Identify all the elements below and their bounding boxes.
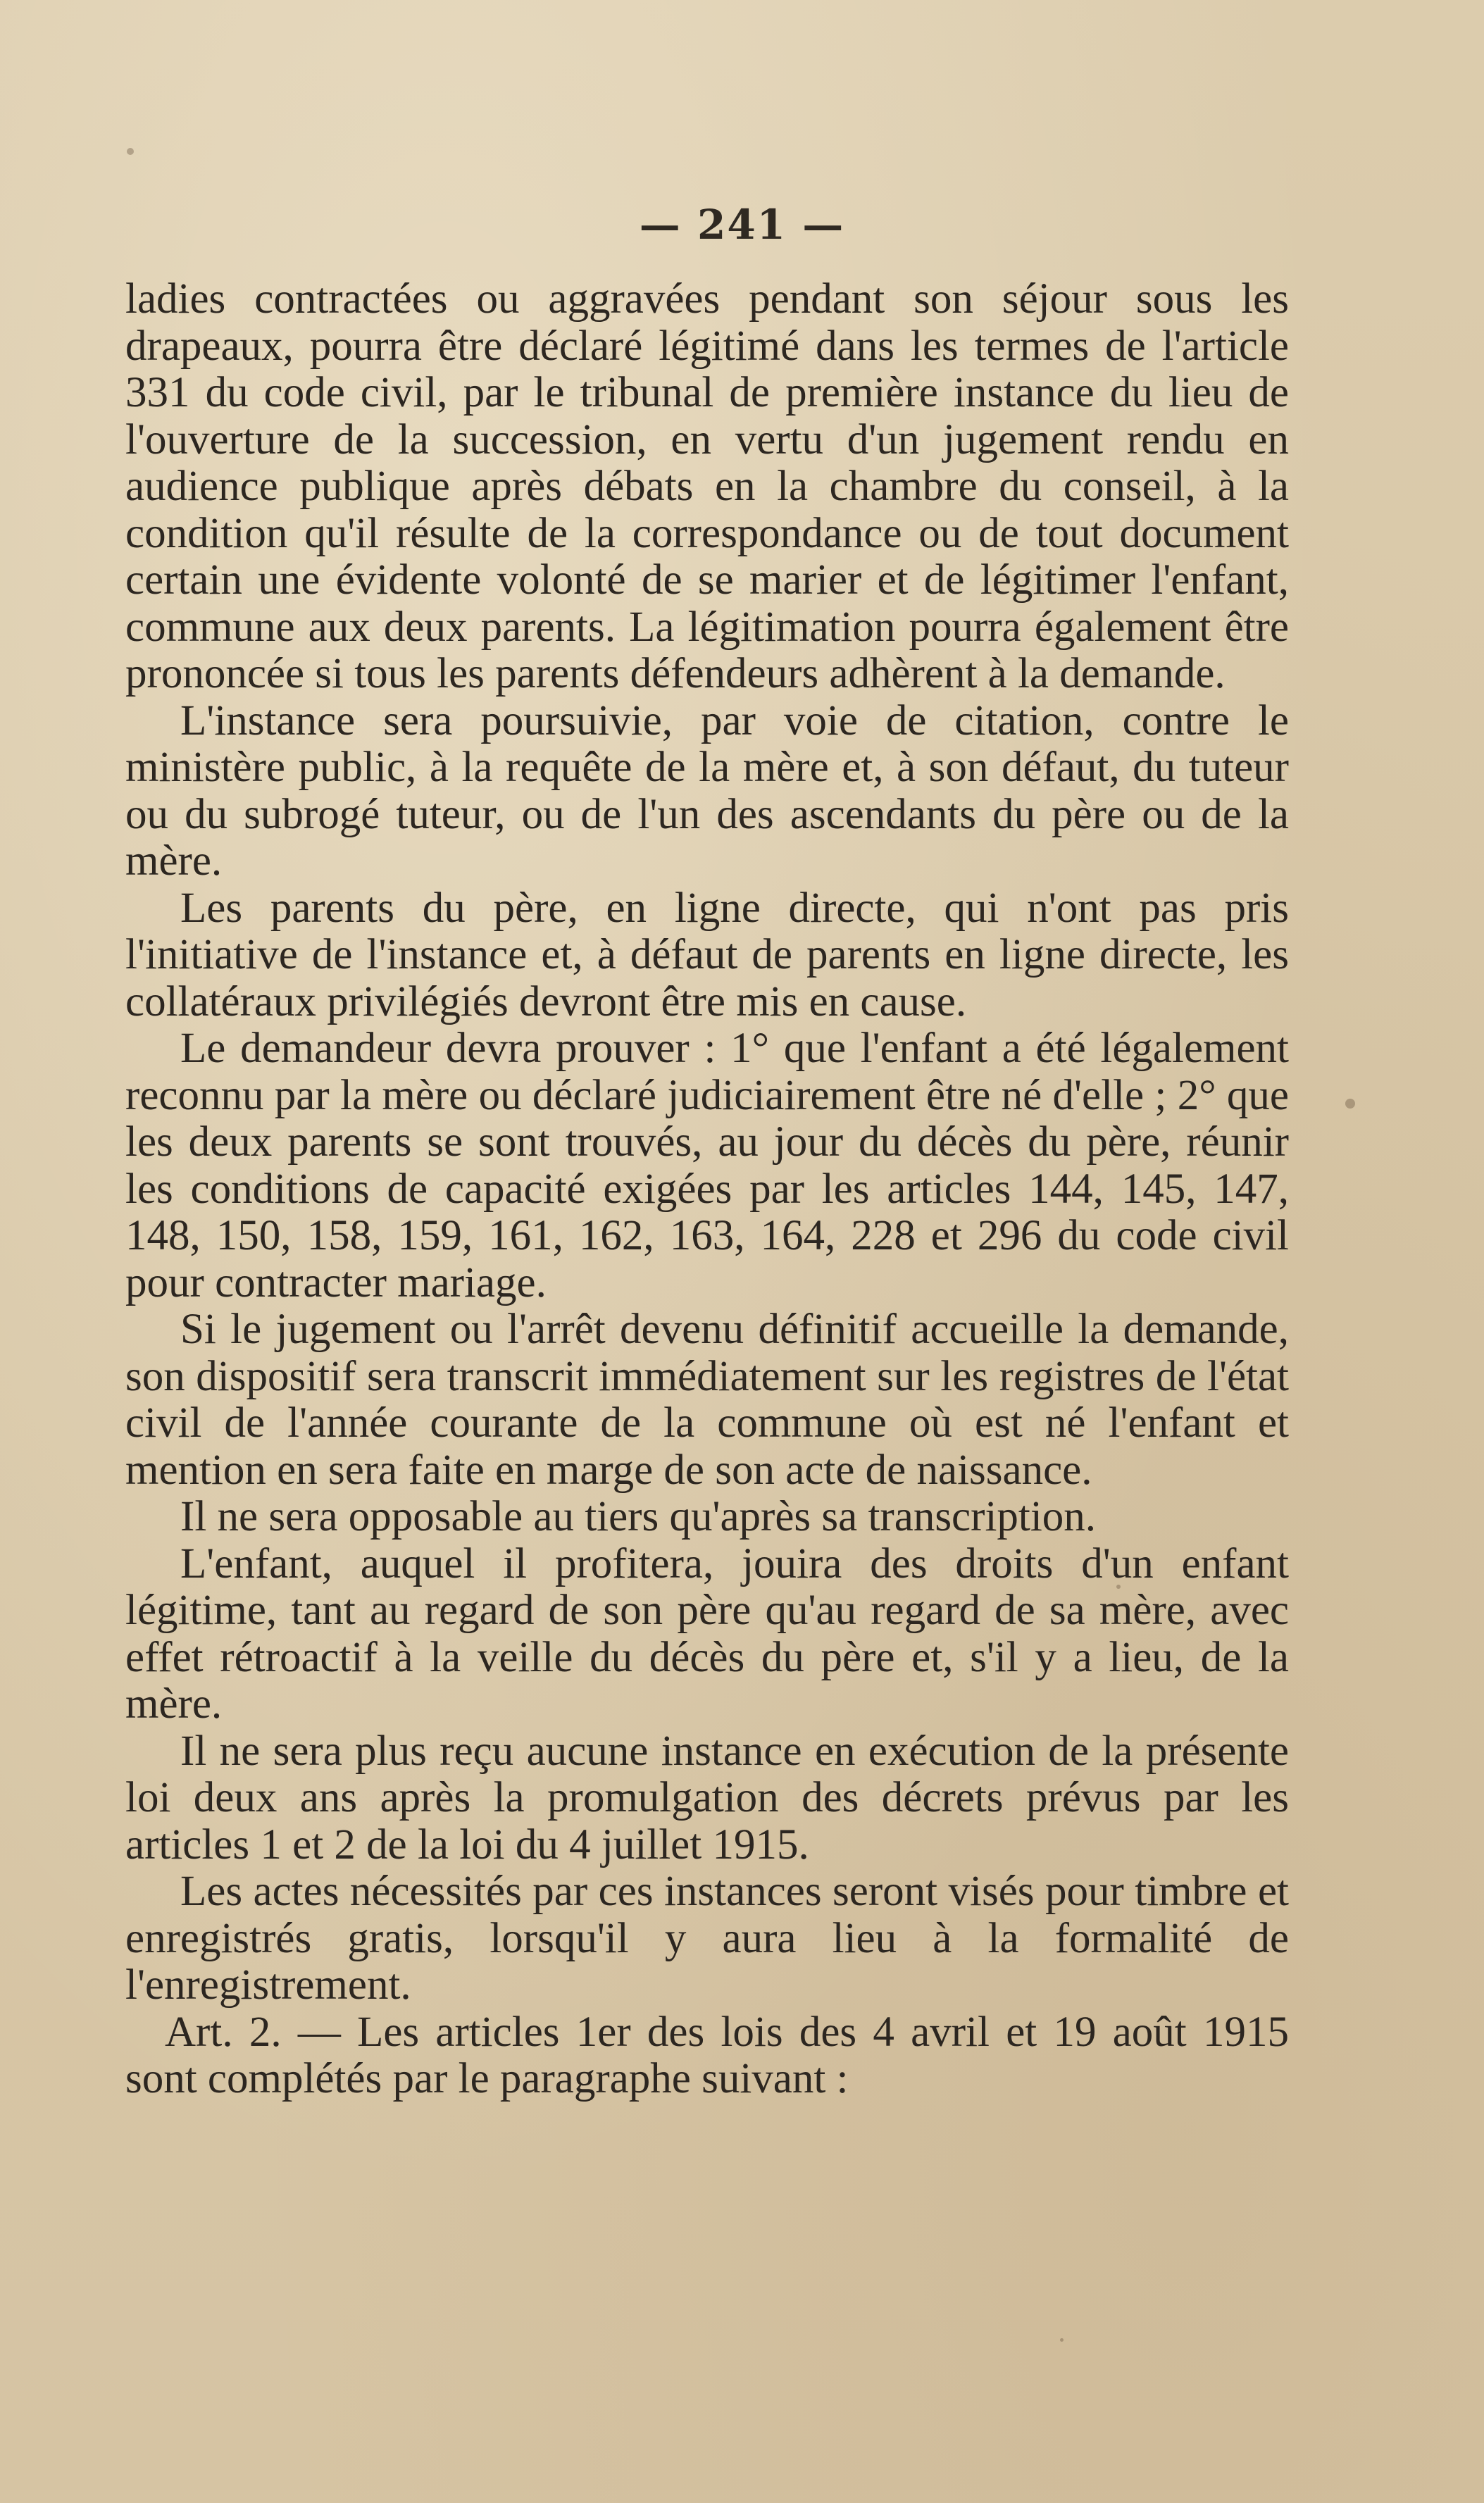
page-number: — 241 — [639,201,845,249]
paragraph-parents: Les parents du père, en ligne directe, qui n'ont pas pris l'initiative de l'instance et, à défaut de parents en ligne directe, les collatéraux privilégiés devront être mis en cause. [125,884,1289,1025]
paragraph-actes: Les actes nécessités par ces instances seront visés pour timbre et enregistrés gratis, lorsqu'il y aura lieu à la formalité de l'enregistrement. [125,1868,1289,2009]
paragraph-instance: L'instance sera poursuivie, par voie de citation, contre le ministère public, à la requête de la mère et, à son défaut, du tuteur ou du subrogé tuteur, ou de l'un des ascendants du père ou de la mère. [125,697,1289,885]
paragraph-article-2: Art. 2. — Les articles 1er des lois des 4 avril et 19 août 1915 sont complétés par le paragraphe suivant : [125,2008,1289,2102]
paragraph-delai: Il ne sera plus reçu aucune instance en exécution de la présente loi deux ans après la promulgation des décrets prévus par les articles 1 et 2 de la loi du 4 juillet 1915. [125,1727,1289,1868]
paragraph-opposable: Il ne sera opposable au tiers qu'après sa transcription. [180,1493,1097,1540]
paragraph-demandeur: Le demandeur devra prouver : 1° que l'enfant a été légalement reconnu par la mère ou déclaré judiciairement être né d'elle ; 2° que les deux parents se sont trouvés, au jour du décès du père, réunir les conditions de capacité exigées par les articles 144, 145, 147, 148, 150, 158, 159, 161, 162, 163, 164, 228 et 296 du code civil pour contracter mariage. [125,1025,1289,1306]
paragraph-jugement: Si le jugement ou l'arrêt devenu définitif accueille la demande, son dispositif sera transcrit immédiatement sur les registres de l'état civil de l'année courante de la commune où est né l'enfant et mention en sera faite en marge de son acte de naissance. [125,1306,1289,1494]
body-text [125,276,1289,2103]
paper-speck [1116,1585,1121,1589]
paragraph-enfant: L'enfant, auquel il profitera, jouira des droits d'un enfant légitime, tant au regard de son père qu'au regard de sa mère, avec effet rétroactif à la veille du décès du père et, s'il y a lieu, de la mère. [125,1540,1289,1728]
paper-speck [1345,1099,1355,1109]
paper-speck [1060,2338,1064,2342]
paper-speck [127,148,134,155]
paragraph-continuation: ladies contractées ou aggravées pendant son séjour sous les drapeaux, pourra être déclaré légitimé dans les termes de l'article 331 du code civil, par le tribunal de première instance du lieu de l'ouverture de la succession, en vertu d'un jugement rendu en audience publique après débats en la chambre du conseil, à la condition qu'il résulte de la correspondance ou de tout document certain une évidente volonté de se marier et de légitimer l'enfant, commune aux deux parents. La légitimation pourra également être prononcée si tous les parents défendeurs adhèrent à la demande. [125,275,1289,697]
